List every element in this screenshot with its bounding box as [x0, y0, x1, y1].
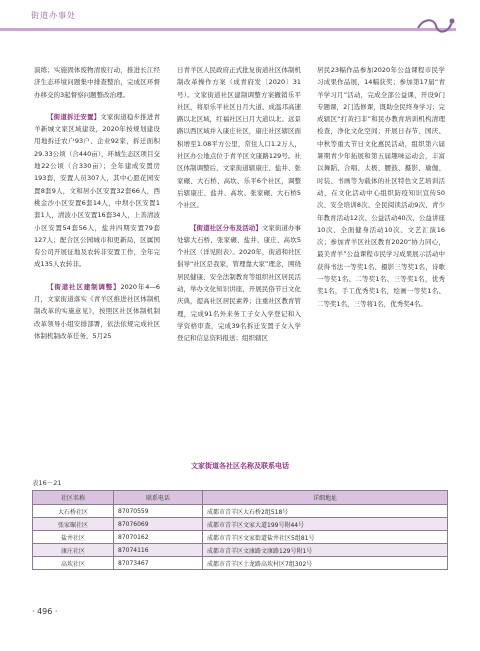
table-cell: 盐井社区 — [33, 531, 114, 544]
paragraph: 居民23幅作品参加2020年公益课程市民学习成果作品展，14幅获奖；参加第17届“青羊学习月”活动，完成全部公益课，开设9门专题课，2门选修课，既助全民终身学习；完成辖区“打黄扫非”和民办教育培训机构清理检查，净化文化空间；开展日春节、国庆、中秋等重大节日文化惠民活动，组织第六届暑期青少年拓展和第五届趣味运动会，丰富以舞蹈、合唱、太极、腰鼓、摄影、瑜伽、时装、书画等为载体的社区特色文艺培训活动，在文化活动中心组织防疫知识宣传50次、安全培训8次、全民阅读活动9次、青少年教育活动12次、公益活动40次、公益讲座10次、全面健身活动10次、文艺汇演16次；参加青羊区社区教育2020“协力同心，最美青羊”公益课程市民学习成果展示活动中获得书法一等奖1名、摄影三等奖1名，诗歌一等奖1名、二等奖1名、三等奖1名，优秀奖1名，手工优秀奖1名，绘画一等奖1名、二等奖1名，三等将1名，优秀奖4名。 — [317, 66, 445, 308]
text-column-2 — [177, 64, 301, 345]
table-row — [33, 505, 448, 518]
table-row — [33, 557, 448, 570]
table-row — [33, 518, 448, 531]
header-rule — [0, 28, 456, 31]
table-cell: 成都市青羊区大石桥2组518号 — [203, 505, 448, 518]
table-cell: 87070559 — [114, 505, 203, 518]
table-cell: 成都市青羊区文康路文康路129号附1号 — [203, 544, 448, 557]
paragraph: 日青羊区人民政府正式批复街道社区体制机制改革操作方案（成青府发〔2020〕31号）。文家街道社区建制调整方案撤销乐平社区，将原乐平社区日月大道、成温邛高速路以北区域，红福社区日月大道以北、远景路以西区域并入康庄社区，康庄社区辖区面积增至1.08平方公里，常住人口1.2万人，社区办公地点位于青羊区文康路129号。社区体制调整后，文家街道辖康庄、盐井、张家碾、大石桥、高坎、乐平6个社区，调整后辖康庄、盐井、高坎、张家碾、大石桥5个社区。 — [177, 66, 301, 210]
paragraph: 【街道社区建制调整】2020年4—6月，文家街道落实《青羊区推进社区体制机制改革的实施意见》，按照区社区体制机制改革领导小组安排部署，依法依规完成社区体制机制改革任务，5月25 — [34, 282, 160, 340]
running-title: 街道办事处 — [31, 11, 76, 20]
table-cell: 成都市青羊区土龙路高坎村区7组302号 — [203, 557, 448, 570]
section-heading: 【街道社区建制调整】 — [47, 282, 121, 291]
table-cell: 87076069 — [114, 518, 203, 531]
community-table — [32, 490, 448, 570]
table-cell: 87073467 — [114, 557, 203, 570]
column-header: 联系电话 — [114, 491, 203, 505]
section-heading: 【街道社区分布及活动】 — [190, 223, 262, 232]
table-cell: 87074116 — [114, 544, 203, 557]
table-number: 表16－21 — [32, 479, 62, 487]
swirl-ornament-icon — [416, 14, 456, 36]
text-column-3 — [317, 64, 445, 310]
section-heading: 【街道拆迁安置】 — [47, 112, 101, 121]
table-cell: 大石桥社区 — [33, 505, 114, 518]
table-cell: 成都市青羊区文家大道199号附44号 — [203, 518, 448, 531]
table-cell: 87070162 — [114, 531, 203, 544]
table-header-row — [33, 491, 448, 505]
table-cell: 张家碾社区 — [33, 518, 114, 531]
page-number: · 496 · — [32, 607, 58, 616]
paragraph: 【街道社区分布及活动】文家街道办事处辖大石桥、张家碾、盐井、康庄、高坎5个社区（详见附表）。2020年，街道和社区倡导“社区是我家，管理靠大家”理念，围绕居民健康、安全法制教育等组织社区居民活动，举办文化知识讲座，开展民俗节日文化庆典，提高社区居民素养；注重社区教育管理，完成91名外来务工子女入学登记和入学资格审查，完成39名拆迁安置子女入学登记和信息资料报送；组织辖区 — [177, 223, 301, 343]
paragraph: 【街道拆迁安置】文家街道稳步推进青羊新城文家区域建设，2020年按规划建设用地拆迁农户93户、企业92家，拆迁面积29.33公顷（合440亩），环城生态区项目交地22公顷（合330亩）；全年建成安置房193套，安置人员307人，其中心愿花园安置8套9人，文和居小区安置32套66人，西桃金沙小区安置6套14人，中坝小区安置1套1人，清波小区安置16套34人，上善清波小区安置54套56人，盐井四期安置79套127人；配合区公园城市和更新局，区属国有公司开展征地及农转非安置工作，全年完成135人农转非。 — [34, 112, 160, 269]
column-header: 详细地址 — [203, 491, 448, 505]
column-header: 社区名称 — [33, 491, 114, 505]
table-row — [33, 544, 448, 557]
table-cell: 高坎社区 — [33, 557, 114, 570]
page-header — [0, 0, 480, 44]
paragraph: 演练；实施固体废物清废行动，推进长江经济生态环境问题集中排查整治，完成区环督办移交的3起督察问题整改治理。 — [34, 66, 160, 99]
table-row — [33, 531, 448, 544]
table-cell: 成都市青羊区文家街道盐井社区5组81号 — [203, 531, 448, 544]
text-column-1 — [34, 64, 160, 342]
table-title: 文家街道各社区名称及联系电话 — [191, 462, 289, 470]
table-cell: 康庄社区 — [33, 544, 114, 557]
